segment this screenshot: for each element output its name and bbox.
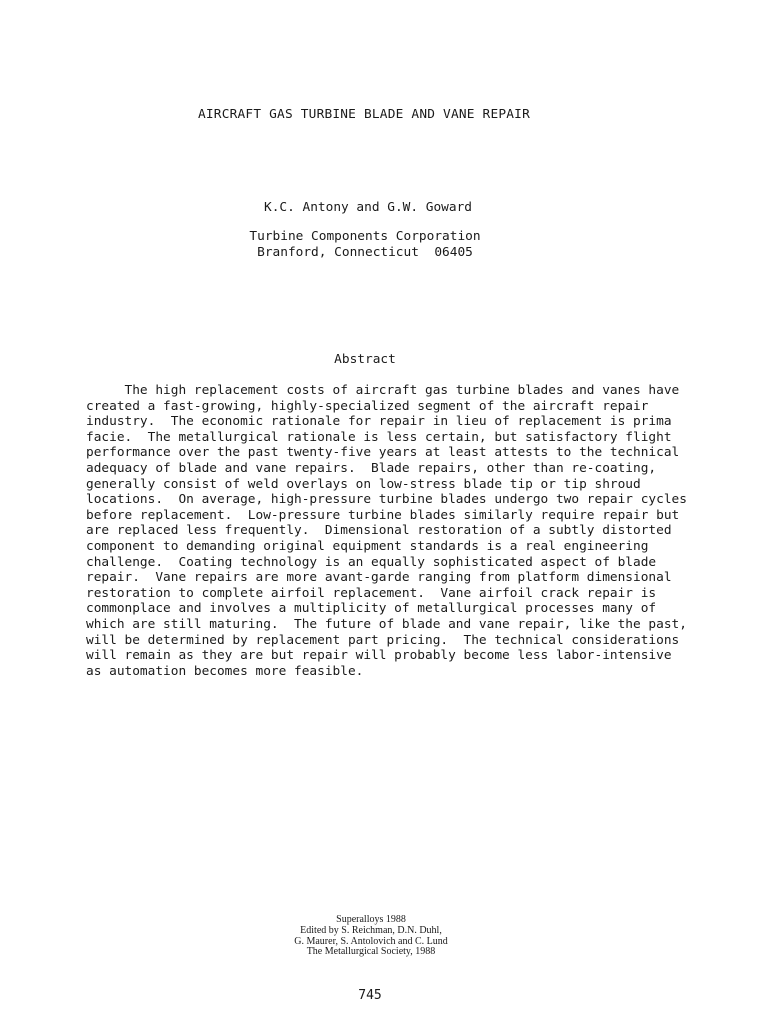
citation-line: Superalloys 1988: [336, 914, 406, 925]
abstract-line: facie. The metallurgical rationale is less certain, but satisfactory flight: [86, 429, 672, 445]
abstract-line: created a fast-growing, highly-specialized segment of the aircraft repair: [86, 398, 649, 414]
abstract-line: performance over the past twenty-five years at least attests to the technical: [86, 445, 680, 461]
paper-title: AIRCRAFT GAS TURBINE BLADE AND VANE REPAIR: [198, 107, 530, 122]
abstract-line: before replacement. Low-pressure turbine blades similarly require repair but: [86, 507, 680, 523]
publication-citation: [0, 915, 742, 958]
abstract-line: as automation becomes more feasible.: [86, 663, 364, 679]
abstract-body: [86, 383, 686, 679]
abstract-line: will be determined by replacement part pricing. The technical considerations: [86, 632, 680, 648]
abstract-line: restoration to complete airfoil replacement. Vane airfoil crack repair is: [86, 585, 657, 601]
citation-line: Edited by S. Reichman, D.N. Duhl,: [300, 924, 442, 936]
abstract-heading: Abstract: [334, 352, 396, 367]
affiliation-location: Branford, Connecticut 06405: [257, 245, 473, 260]
abstract-line: which are still maturing. The future of blade and vane repair, like the past,: [86, 616, 687, 632]
abstract-line: repair. Vane repairs are more avant-garde ranging from platform dimensional: [86, 570, 672, 586]
abstract-line: generally consist of weld overlays on low-stress blade tip or tip shroud: [86, 476, 641, 492]
abstract-line: commonplace and involves a multiplicity of metallurgical processes many of: [86, 601, 657, 617]
abstract-line: are replaced less frequently. Dimensional restoration of a subtly distorted: [86, 523, 672, 539]
abstract-line: component to demanding original equipment standards is a real engineering: [86, 538, 649, 554]
author-affiliation: [0, 229, 730, 261]
abstract-line: adequacy of blade and vane repairs. Blade repairs, other than re-coating,: [86, 460, 657, 476]
affiliation-organization: Turbine Components Corporation: [249, 229, 481, 244]
citation-line: The Metallurgical Society, 1988: [306, 946, 436, 958]
abstract-line: industry. The economic rationale for repair in lieu of replacement is prima: [86, 414, 672, 430]
citation-line: G. Maurer, S. Antolovich and C. Lund: [294, 935, 448, 947]
abstract-line: challenge. Coating technology is an equally sophisticated aspect of blade: [86, 554, 657, 570]
page-number: 745: [358, 988, 382, 1003]
abstract-line: The high replacement costs of aircraft gas turbine blades and vanes have: [86, 383, 680, 398]
author-names: K.C. Antony and G.W. Goward: [263, 200, 473, 215]
abstract-line: locations. On average, high-pressure turbine blades undergo two repair cycles: [86, 492, 687, 508]
abstract-line: will remain as they are but repair will probably become less labor-intensive: [86, 648, 672, 664]
